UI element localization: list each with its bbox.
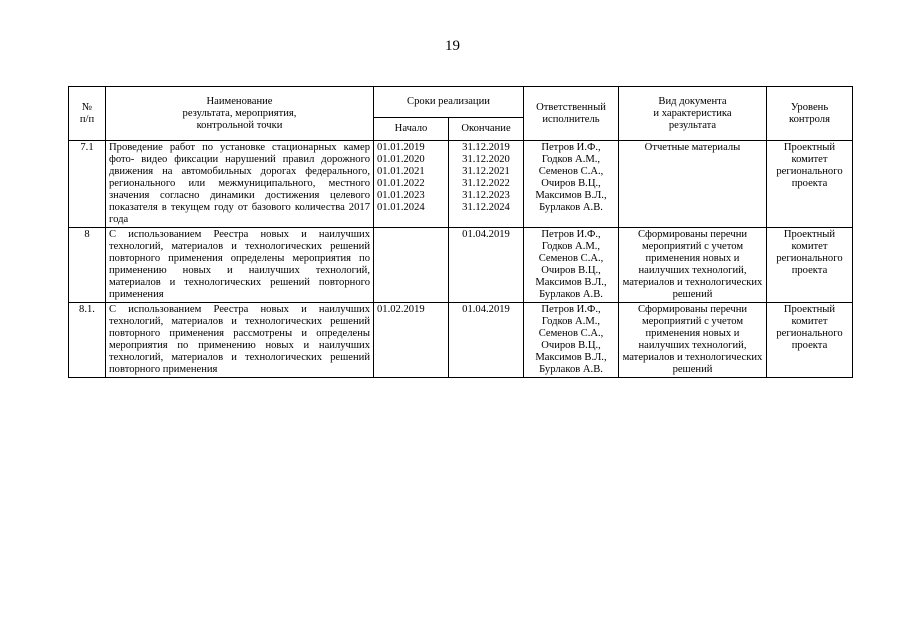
row-document: Сформированы перечни мероприятий с учетом применения новых и наилучших технологий, материалов и технологических решений xyxy=(619,228,767,303)
row-start: 01.02.2019 xyxy=(374,303,449,378)
row-control-level: Проектный комитет регионального проекта xyxy=(767,303,853,378)
row-name: Проведение работ по установке стационарных камер фото- видео фиксации нарушений правил дорожного движения на автомобильных дорогах федерального, регионального или межмуниципального, местного значения согласно динамики достижения целевого показателя в текущем году от базового количества 2017 года xyxy=(106,141,374,228)
row-executor: Петров И.Ф., Годков А.М., Семенов С.А., Очиров В.Ц., Максимов В.Л., Бурлаков А.В. xyxy=(524,141,619,228)
header-timeline: Сроки реализации xyxy=(374,87,524,118)
row-start xyxy=(374,228,449,303)
header-name: Наименование результата, мероприятия, контрольной точки xyxy=(106,87,374,141)
row-num: 7.1 xyxy=(69,141,106,228)
header-end: Окончание xyxy=(449,118,524,141)
page-number: 19 xyxy=(445,38,460,54)
header-executor: Ответственный исполнитель xyxy=(524,87,619,141)
table-header xyxy=(69,87,853,141)
table-row xyxy=(69,228,853,303)
table-row xyxy=(69,303,853,378)
row-document: Отчетные материалы xyxy=(619,141,767,228)
row-name: С использованием Реестра новых и наилучших технологий, материалов и технологических решений повторного применения определены мероприятия по применению новых и наилучших технологий, материалов и технологических решений повторного применения xyxy=(106,228,374,303)
row-end: 01.04.2019 xyxy=(449,228,524,303)
header-control-level: Уровень контроля xyxy=(767,87,853,141)
header-num: № п/п xyxy=(69,87,106,141)
row-num: 8.1. xyxy=(69,303,106,378)
row-name: С использованием Реестра новых и наилучших технологий, материалов и технологических решений повторного применения рассмотрены и определены мероприятия по применению новых и наилучших технологий, материалов и технологических решений повторного применения xyxy=(106,303,374,378)
row-end: 01.04.2019 xyxy=(449,303,524,378)
row-executor: Петров И.Ф., Годков А.М., Семенов С.А., Очиров В.Ц., Максимов В.Л., Бурлаков А.В. xyxy=(524,303,619,378)
row-control-level: Проектный комитет регионального проекта xyxy=(767,141,853,228)
header-start: Начало xyxy=(374,118,449,141)
header-document: Вид документа и характеристика результата xyxy=(619,87,767,141)
row-control-level: Проектный комитет регионального проекта xyxy=(767,228,853,303)
row-executor: Петров И.Ф., Годков А.М., Семенов С.А., Очиров В.Ц., Максимов В.Л., Бурлаков А.В. xyxy=(524,228,619,303)
row-start: 01.01.2019 01.01.2020 01.01.2021 01.01.2022 01.01.2023 01.01.2024 xyxy=(374,141,449,228)
table-row xyxy=(69,141,853,228)
results-table xyxy=(68,86,853,378)
row-document: Сформированы перечни мероприятий с учетом применения новых и наилучших технологий, материалов и технологических решений xyxy=(619,303,767,378)
row-num: 8 xyxy=(69,228,106,303)
row-end: 31.12.2019 31.12.2020 31.12.2021 31.12.2022 31.12.2023 31.12.2024 xyxy=(449,141,524,228)
